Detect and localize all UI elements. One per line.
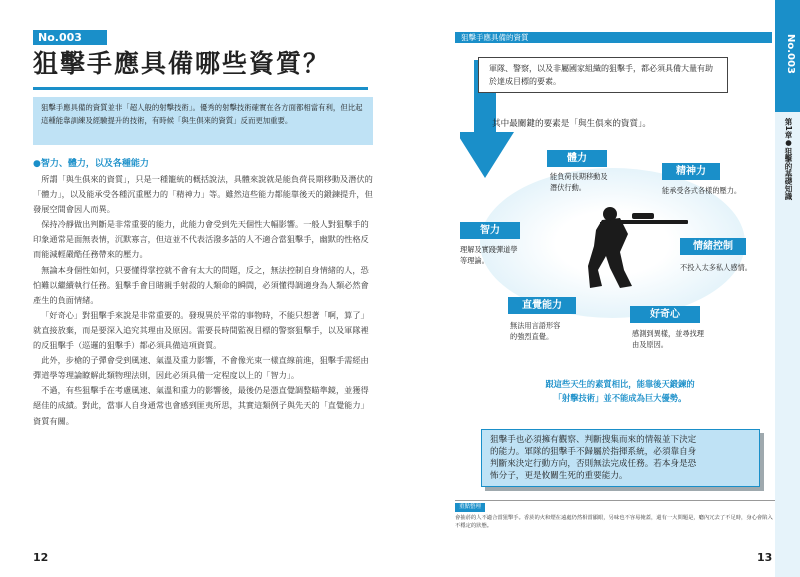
summary-box: 狙擊手應具備的資質並非「超人般的射擊技術」。優秀的射擊技術確實在各方面都相當有利，但比起這種能靠訓練及經驗提升的技術，有時候「與生俱來的資質」反而更加重要。 — [33, 97, 373, 145]
paragraph: 此外，步槍的子彈會受到風速、氣溫及重力影響，不會像光束一樣直線前進，狙擊手需經由彈道學等理論瞭解此類物理法則，因此必須具備一定程度以上的「智力」。 — [33, 355, 369, 381]
conclusion-text: 跟這些天生的素質相比，能靠後天鍛鍊的 「射擊技術」並不能成為巨大優勢。 — [545, 379, 695, 403]
trait-intellect-desc: 理解及實踐彈道學 等理論。 — [460, 245, 518, 265]
trait-intellect-label: 智力 — [460, 222, 520, 239]
trait-stamina-desc: 能負荷長期移動及 潛伏行動。 — [550, 172, 608, 192]
right-page — [400, 0, 800, 577]
paragraph: 「好奇心」對狙擊手來說是非常重要的。發現異於平常的事物時，不能只想著「啊，算了」就直接放棄，而是要深入追究其理由及原因。需要長時間監視目標的警察狙擊手，以及軍隊裡的反狙擊手（巡邏的狙擊手）都必須具備這項資質。 — [33, 309, 369, 351]
paragraph: 無論本身個性如何，只要懂得掌控就不會有太大的問題，反之，無法控制自身情緒的人，恐怕難以繼續執行任務。狙擊手會目睹親手射殺的人類命的瞬間，必須懂得調適身為人類必然會產生的負面情緒。 — [33, 264, 369, 305]
diagram-header: 狙擊手應具備的資質 — [455, 32, 772, 43]
info-box: 狙擊手也必須擁有觀察、判斷搜集而來的情報並下決定 的能力。軍隊的狙擊手不歸屬於指揮系統，必須靠自身 判斷來決定行動方向，否則無法完成任務。若本身是恐 怖分子，更是攸關生死的重要能力。 — [481, 429, 760, 487]
trait-stamina-label: 體力 — [547, 150, 607, 167]
key-line: 其中最關鍵的要素是「與生俱來的資質」。 — [492, 119, 651, 129]
trait-intuition-label: 直覺能力 — [508, 297, 576, 314]
trait-intuition-desc: 無法用言語形容 的強烈直覺。 — [510, 321, 561, 341]
note-divider — [455, 500, 775, 501]
side-tab-number: No.003 — [785, 34, 796, 74]
paragraph: 不過，有些狙擊手在考慮風速、氣溫和重力的影響後，最後仍是憑直覺調整瞄準鏡，並獲得絕佳的成績。對此，當事人自身通常也會感到匪夷所思，其實這類例子與先天的「直覺能力」資質有關。 — [33, 385, 369, 426]
trait-curiosity-label: 好奇心 — [630, 306, 700, 323]
page-number-left: 12 — [33, 551, 49, 564]
body-text — [33, 172, 373, 429]
trait-mental-label: 精神力 — [662, 163, 720, 180]
number-tag: No.003 — [33, 30, 107, 45]
sniper-silhouette-icon — [580, 200, 690, 290]
page-number-right: 13 — [757, 551, 773, 564]
section-heading: ●智力、體力，以及各種能力 — [33, 159, 149, 169]
trait-curiosity-desc: 感測到異樣，並尋找理 由及原因。 — [632, 329, 704, 349]
note-label: 重點整理 — [455, 503, 485, 512]
page-title: 狙擊手應具備哪些資質？ — [33, 49, 331, 78]
trait-emotion-label: 情緒控制 — [680, 238, 746, 255]
side-tab-chapter: 第1章●狙擊的基礎知識 — [784, 118, 793, 200]
trait-emotion-desc: 不投入太多私人感情。 — [680, 263, 752, 272]
paragraph: 所謂「與生俱來的資質」，只是一種籠統的概括說法，具體來說就是能負荷長期移動及潛伏的「體力」，以及能承受各種沉重壓力的「精神力」等。雖然這些能力都能靠後天的鍛鍊提升，但發展空間會因人而異。 — [33, 174, 373, 215]
intro-box: 軍隊、警察，以及非屬國家組織的狙擊手，都必須具備大量有助於達成目標的要素。 — [478, 57, 728, 93]
note-text: 會抽菸的人不適合當狙擊手。香菸的火和煙在遠處仍然相當顯眼，另味也不容易掩蓋，還有一大問題是，癮內冗去了不足時，身心會陷入不穩定的狀態。 — [455, 515, 773, 529]
title-rule — [33, 87, 368, 90]
trait-mental-desc: 能承受各式各樣的壓力。 — [662, 186, 742, 195]
paragraph: 保持冷靜做出判斷是非常重要的能力，此能力會受到先天個性大幅影響。一般人對狙擊手的印象通常是面無表情，沉默寡言，但這並不代表活潑多話的人不適合當狙擊手，幽默的性格反而能減輕嚴酷任務帶來的壓力。 — [33, 219, 369, 260]
